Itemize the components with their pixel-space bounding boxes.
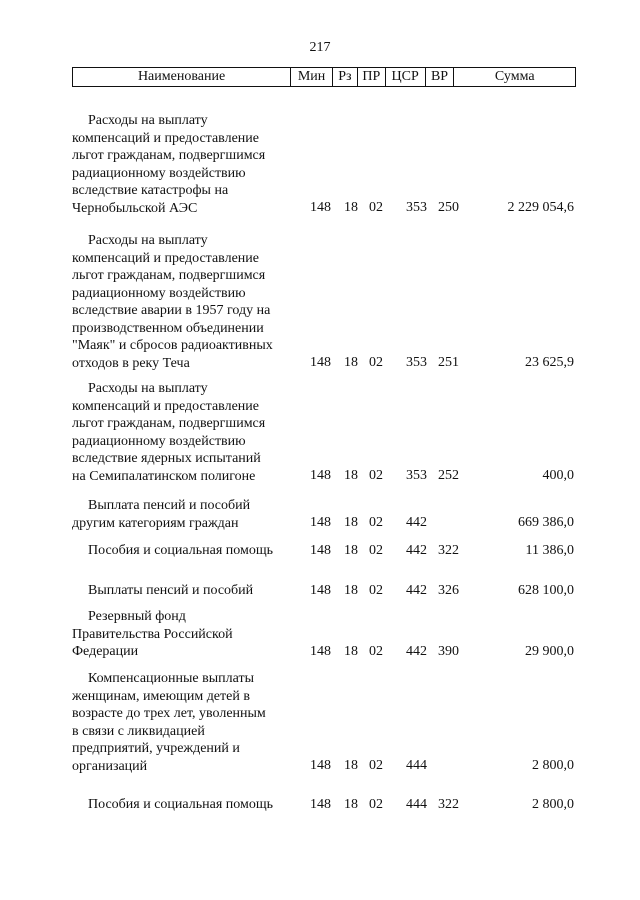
table-row: [72, 380, 576, 485]
cell-csr: 442: [406, 543, 427, 558]
table-row: [72, 582, 576, 600]
cell-min: 148: [310, 758, 331, 773]
cell-rz: 18: [344, 468, 358, 483]
row-name: [72, 232, 297, 372]
cell-sum: 2 800,0: [532, 758, 574, 773]
cell-pr: 02: [369, 797, 383, 812]
row-codes: [72, 514, 576, 532]
row-name-line: Федерации: [72, 644, 139, 659]
cell-vr: 322: [438, 543, 459, 558]
cell-pr: 02: [369, 583, 383, 598]
cell-csr: 353: [406, 468, 427, 483]
cell-vr: 250: [438, 200, 459, 215]
table-row: [72, 796, 576, 814]
cell-pr: 02: [369, 644, 383, 659]
row-name-line: льгот гражданам, подвергшимся: [72, 268, 266, 283]
cell-rz: 18: [344, 355, 358, 370]
table-row: [72, 608, 576, 661]
cell-pr: 02: [369, 355, 383, 370]
cell-min: 148: [310, 200, 331, 215]
table-row: [72, 232, 576, 372]
cell-min: 148: [310, 583, 331, 598]
row-codes: [72, 582, 576, 600]
cell-rz: 18: [344, 200, 358, 215]
row-name-line: Правительства Российской: [72, 626, 233, 642]
row-name-line: производственном объединении: [72, 320, 264, 336]
row-name-line: отходов в реку Теча: [72, 355, 190, 371]
cell-rz: 18: [344, 515, 358, 530]
row-codes: [72, 467, 576, 485]
cell-min: 148: [310, 644, 331, 659]
cell-sum: 628 100,0: [518, 583, 574, 598]
cell-sum: 11 386,0: [525, 543, 574, 558]
row-name-line: льгот гражданам, подвергшимся: [72, 148, 266, 163]
row-codes: [72, 199, 576, 217]
row-name-line: Чернобыльской АЭС: [72, 200, 198, 216]
row-name-line: на Семипалатинском полигоне: [72, 468, 256, 484]
row-name-line: другим категориям граждан: [72, 515, 239, 531]
table-row: [72, 670, 576, 775]
row-name-first-line: Выплаты пенсий и пособий: [88, 583, 254, 598]
row-name-first-line: Компенсационные выплаты: [88, 671, 254, 686]
row-name-line: радиационному воздействию: [72, 285, 246, 301]
cell-rz: 18: [344, 583, 358, 598]
row-name-line: "Маяк" и сбросов радиоактивных: [72, 338, 273, 353]
cell-pr: 02: [369, 515, 383, 530]
column-header-sum: Сумма: [494, 69, 535, 84]
cell-vr: 322: [438, 797, 459, 812]
row-name-first-line: Выплата пенсий и пособий: [88, 498, 251, 513]
cell-sum: 2 800,0: [532, 797, 574, 812]
column-header-name: Наименование: [73, 68, 291, 86]
table-row: [72, 112, 576, 217]
row-name-line: вследствие аварии в 1957 году на: [72, 303, 271, 318]
column-header-pr: ПР: [358, 68, 386, 86]
row-codes: [72, 757, 576, 775]
cell-rz: 18: [344, 644, 358, 659]
cell-csr: 444: [406, 797, 427, 812]
row-name-line: радиационному воздействию: [72, 433, 246, 449]
cell-csr: 444: [406, 758, 427, 773]
cell-vr: 390: [438, 644, 459, 659]
cell-csr: 442: [406, 583, 427, 598]
cell-pr: 02: [369, 758, 383, 773]
cell-min: 148: [310, 468, 331, 483]
row-name-line: предприятий, учреждений и: [72, 741, 240, 756]
row-name-first-line: Пособия и социальная помощь: [88, 797, 274, 812]
cell-pr: 02: [369, 543, 383, 558]
row-name-line: вследствие ядерных испытаний: [72, 451, 261, 466]
cell-min: 148: [310, 515, 331, 530]
row-name-first-line: Резервный фонд: [88, 609, 186, 624]
column-header-vr: ВР: [426, 68, 455, 86]
cell-csr: 353: [406, 355, 427, 370]
row-name-first-line: Расходы на выплату: [88, 381, 208, 396]
cell-pr: 02: [369, 200, 383, 215]
cell-sum: 400,0: [542, 468, 574, 483]
cell-vr: 326: [438, 583, 459, 598]
page-number: 217: [309, 40, 331, 55]
table-header: [72, 67, 576, 87]
cell-pr: 02: [369, 468, 383, 483]
cell-csr: 353: [406, 200, 427, 215]
row-name-line: компенсаций и предоставление: [72, 250, 259, 266]
cell-min: 148: [310, 543, 331, 558]
cell-rz: 18: [344, 543, 358, 558]
table-row: [72, 497, 576, 532]
cell-min: 148: [310, 797, 331, 812]
row-name-line: в связи с ликвидацией: [72, 723, 205, 739]
row-name-first-line: Пособия и социальная помощь: [88, 543, 274, 558]
row-codes: [72, 354, 576, 372]
table-row: [72, 542, 576, 560]
column-header-rz: Рз: [333, 68, 358, 86]
row-name-first-line: Расходы на выплату: [88, 113, 208, 128]
cell-sum: 2 229 054,6: [507, 200, 574, 215]
cell-rz: 18: [344, 797, 358, 812]
cell-sum: 23 625,9: [525, 355, 574, 370]
row-name-line: компенсаций и предоставление: [72, 398, 259, 414]
cell-vr: 252: [438, 468, 459, 483]
row-name-line: радиационному воздействию: [72, 165, 246, 181]
row-name-line: вследствие катастрофы на: [72, 183, 229, 198]
cell-csr: 442: [406, 515, 427, 530]
column-header-csr: ЦСР: [386, 68, 426, 86]
cell-rz: 18: [344, 758, 358, 773]
cell-vr: 251: [438, 355, 459, 370]
row-codes: [72, 796, 576, 814]
row-name-line: льгот гражданам, подвергшимся: [72, 416, 266, 431]
row-name-line: женщинам, имеющим детей в: [72, 688, 250, 704]
row-codes: [72, 643, 576, 661]
cell-sum: 29 900,0: [525, 644, 574, 659]
row-name-first-line: Расходы на выплату: [88, 233, 208, 248]
cell-csr: 442: [406, 644, 427, 659]
column-header-min: Мин: [291, 68, 333, 86]
cell-min: 148: [310, 355, 331, 370]
row-name-line: компенсаций и предоставление: [72, 130, 259, 146]
cell-sum: 669 386,0: [518, 515, 574, 530]
row-name-line: возрасте до трех лет, уволенным: [72, 706, 266, 721]
row-name-line: организаций: [72, 758, 148, 774]
row-codes: [72, 542, 576, 560]
